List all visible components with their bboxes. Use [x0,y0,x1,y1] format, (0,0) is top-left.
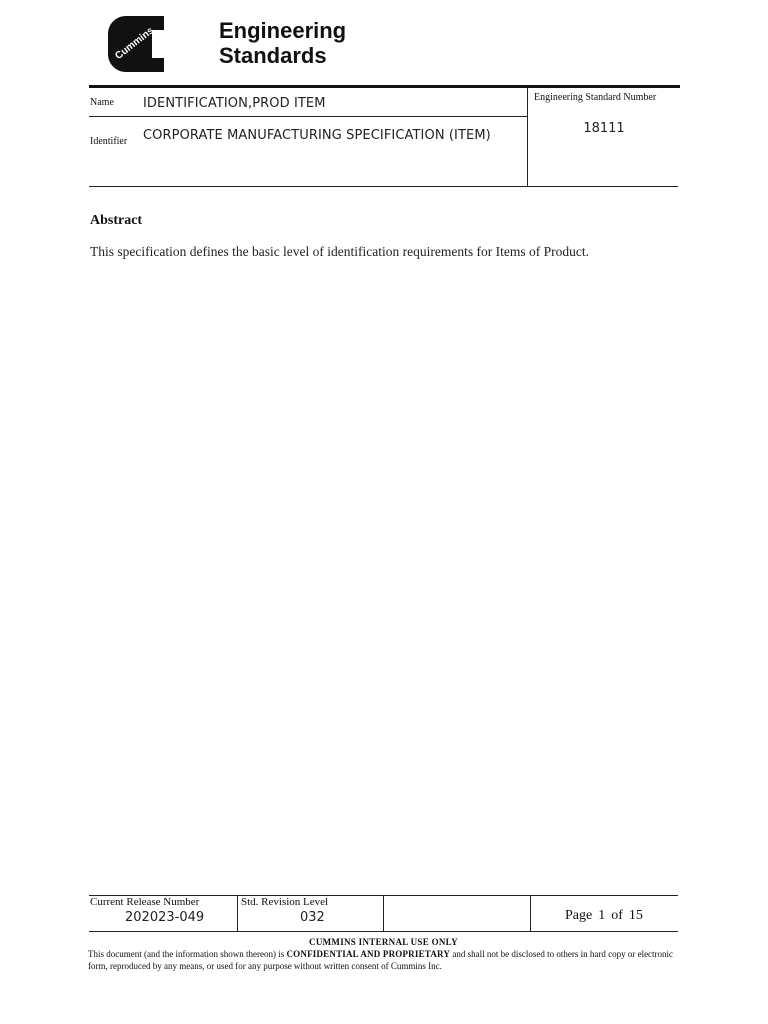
abstract-heading: Abstract [90,213,143,228]
standard-number-value: 18111 [583,121,625,136]
identifier-label: Identifier [90,136,128,147]
identifier-value: CORPORATE MANUFACTURING SPECIFICATION (ITEM) [143,128,491,143]
release-number-value: 202023-049 [125,910,205,925]
revision-level-label: Std. Revision Level [241,896,329,908]
footer-divider [530,895,531,931]
page-indicator [565,908,649,924]
release-number-label: Current Release Number [90,896,200,908]
title-line-standards: Standards [219,43,327,68]
confidentiality-notice [88,948,680,972]
title-line-engineering: Engineering [219,18,347,43]
internal-use-notice: CUMMINS INTERNAL USE ONLY [309,937,458,947]
name-value: IDENTIFICATION,PROD ITEM [143,96,326,111]
footer-divider [383,895,384,931]
cummins-logo-icon [108,16,164,72]
page-total: 15 [628,908,643,923]
notice-text-after: and shall not be disclosed to others in hard copy or electronic form, reproduced by any means, or used for any purpose without written consent of Cummins Inc. [88,949,674,971]
page-current: 1 [598,908,606,923]
standard-number-label: Engineering Standard Number [534,92,657,103]
svg-text:Cummins: Cummins [113,25,157,62]
page-title [219,18,346,68]
info-bottom-rule [89,186,678,187]
revision-level-value: 032 [300,910,325,925]
page-word: Page [565,908,593,923]
notice-emphasis: CONFIDENTIAL AND PROPRIETARY [286,949,451,959]
name-label: Name [90,97,114,108]
notice-text-before: This document (and the information shown thereon) is [88,949,285,959]
footer-bottom-rule [89,931,678,932]
info-row-divider [89,116,527,117]
page-of: of [611,908,623,923]
info-column-divider [527,88,528,186]
abstract-text: This specification defines the basic level of identification requirements for Items of Product. [90,244,589,259]
header-rule [89,85,680,88]
footer-divider [237,895,238,931]
